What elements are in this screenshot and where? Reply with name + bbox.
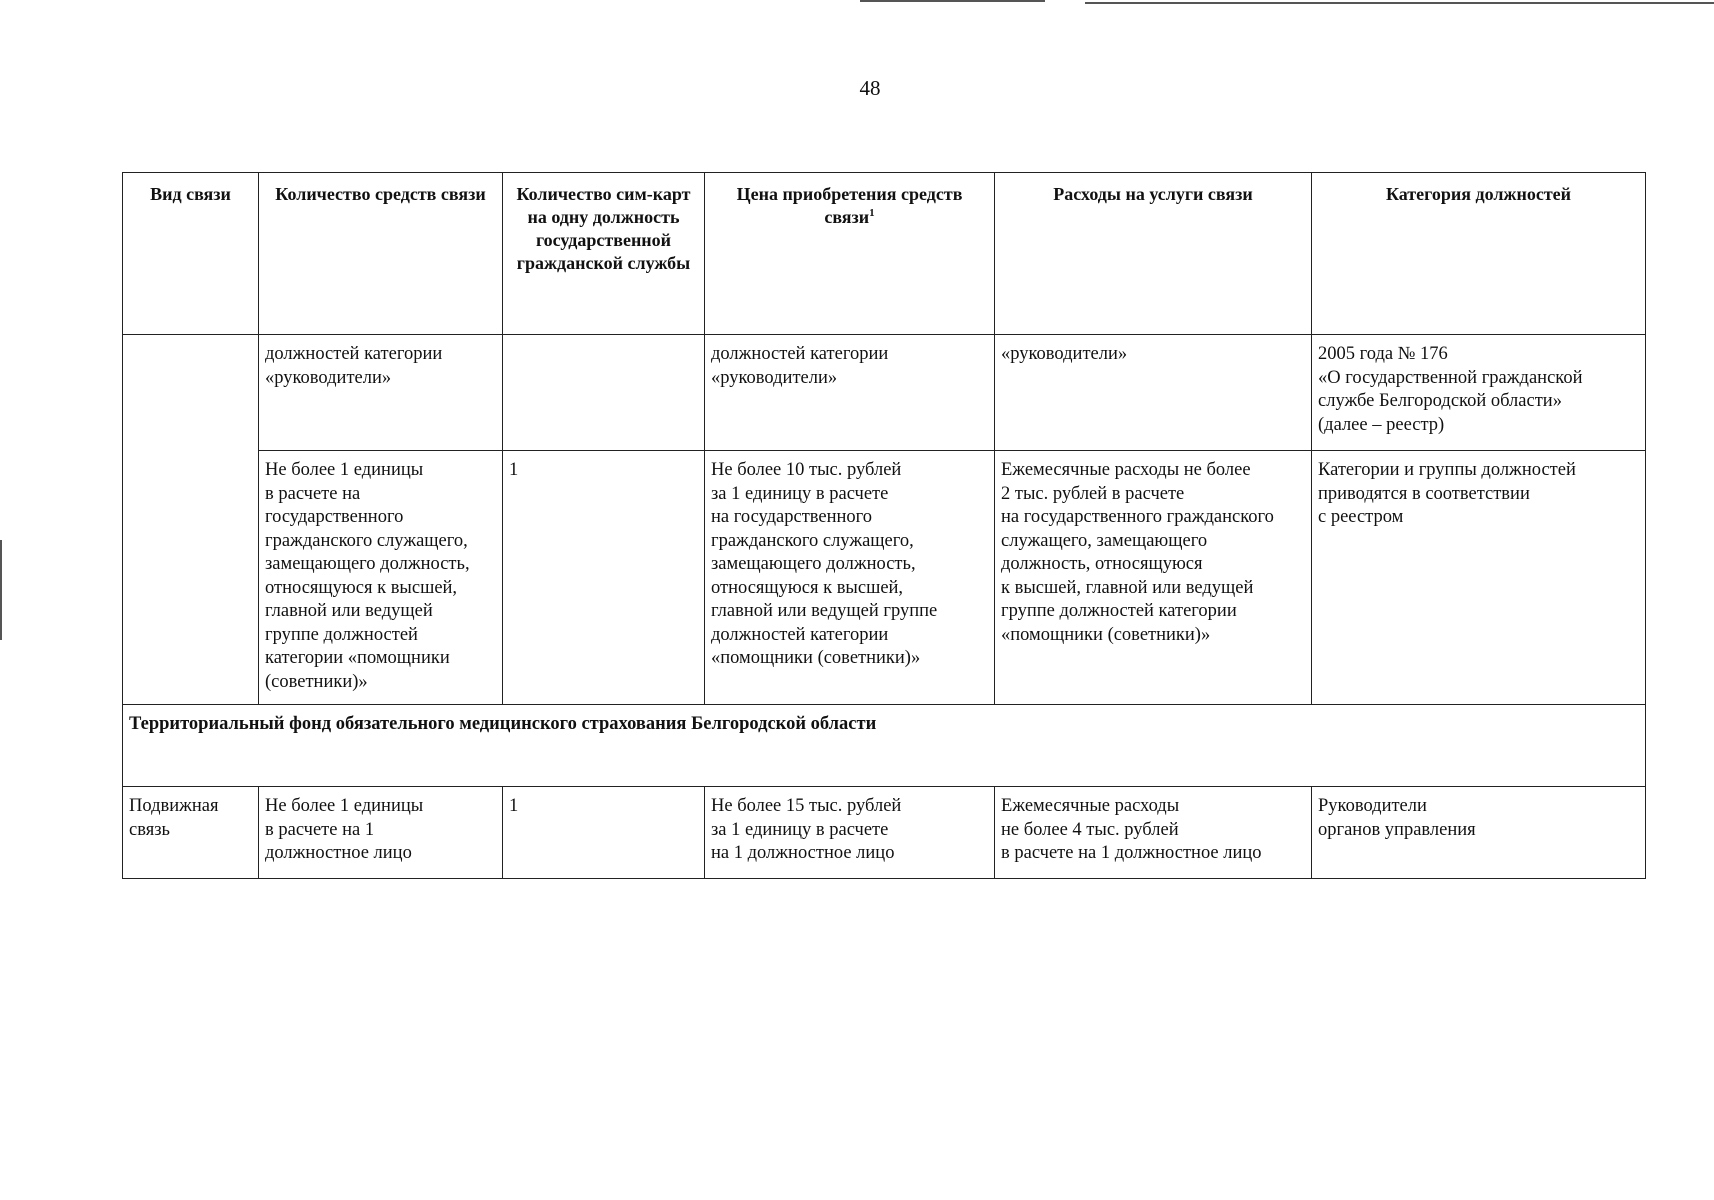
cell-raskhody: «руководители» xyxy=(995,335,1312,451)
table-row xyxy=(123,787,1646,879)
footnote-marker: 1 xyxy=(869,207,875,219)
cell-kolichestvo-sim: 1 xyxy=(503,787,705,879)
cell-kategoriya: 2005 года № 176 «О государственной гражданской службе Белгородской области» (далее – реестр) xyxy=(1312,335,1646,451)
header-kategoriya: Категория должностей xyxy=(1312,173,1646,335)
cell-kolichestvo-sredstv: Не более 1 единицы в расчете на государственного гражданского служащего, замещающего должность, относящуюся к высшей, главной или ведущей группе должностей категории «помощники (советники)» xyxy=(259,451,503,705)
table-row xyxy=(123,451,1646,705)
cell-raskhody: Ежемесячные расходы не более 2 тыс. рублей в расчете на государственного гражданского служащего, замещающего должность, относящуюся к высшей, главной или ведущей группе должностей категории «помощники (советники)» xyxy=(995,451,1312,705)
page-number: 48 xyxy=(859,76,881,100)
cell-kolichestvo-sim xyxy=(503,335,705,451)
cell-vid-svyazi-empty xyxy=(123,335,259,705)
scan-line-top xyxy=(860,0,1045,2)
scan-line-left-edge xyxy=(0,540,2,640)
communications-norms-table xyxy=(122,172,1646,879)
table-row xyxy=(123,335,1646,451)
cell-tsena: Не более 15 тыс. рублей за 1 единицу в расчете на 1 должностное лицо xyxy=(705,787,995,879)
header-raskhody: Расходы на услуги связи xyxy=(995,173,1312,335)
cell-kategoriya: Категории и группы должностей приводятся в соответствии с реестром xyxy=(1312,451,1646,705)
header-tsena xyxy=(705,173,995,335)
scan-line-top-right xyxy=(1085,2,1714,4)
cell-raskhody: Ежемесячные расходы не более 4 тыс. рублей в расчете на 1 должностное лицо xyxy=(995,787,1312,879)
header-kolichestvo-sim: Количество сим-карт на одну должность государственной гражданской службы xyxy=(503,173,705,335)
cell-kategoriya: Руководители органов управления xyxy=(1312,787,1646,879)
section-title: Территориальный фонд обязательного медицинского страхования Белгородской области xyxy=(123,705,1646,787)
cell-kolichestvo-sredstv: Не более 1 единицы в расчете на 1 должностное лицо xyxy=(259,787,503,879)
cell-tsena: должностей категории «руководители» xyxy=(705,335,995,451)
section-header-row xyxy=(123,705,1646,787)
cell-kolichestvo-sim: 1 xyxy=(503,451,705,705)
header-vid-svyazi: Вид связи xyxy=(123,173,259,335)
cell-tsena: Не более 10 тыс. рублей за 1 единицу в расчете на государственного гражданского служащего, замещающего должность, относящуюся к высшей, главной или ведущей группе должностей категории «помощники (советники)» xyxy=(705,451,995,705)
header-kolichestvo-sredstv: Количество средств связи xyxy=(259,173,503,335)
table-header-row xyxy=(123,173,1646,335)
cell-vid-svyazi: Подвижная связь xyxy=(123,787,259,879)
header-tsena-text: Цена приобретения средств связи xyxy=(736,184,963,227)
cell-kolichestvo-sredstv: должностей категории «руководители» xyxy=(259,335,503,451)
